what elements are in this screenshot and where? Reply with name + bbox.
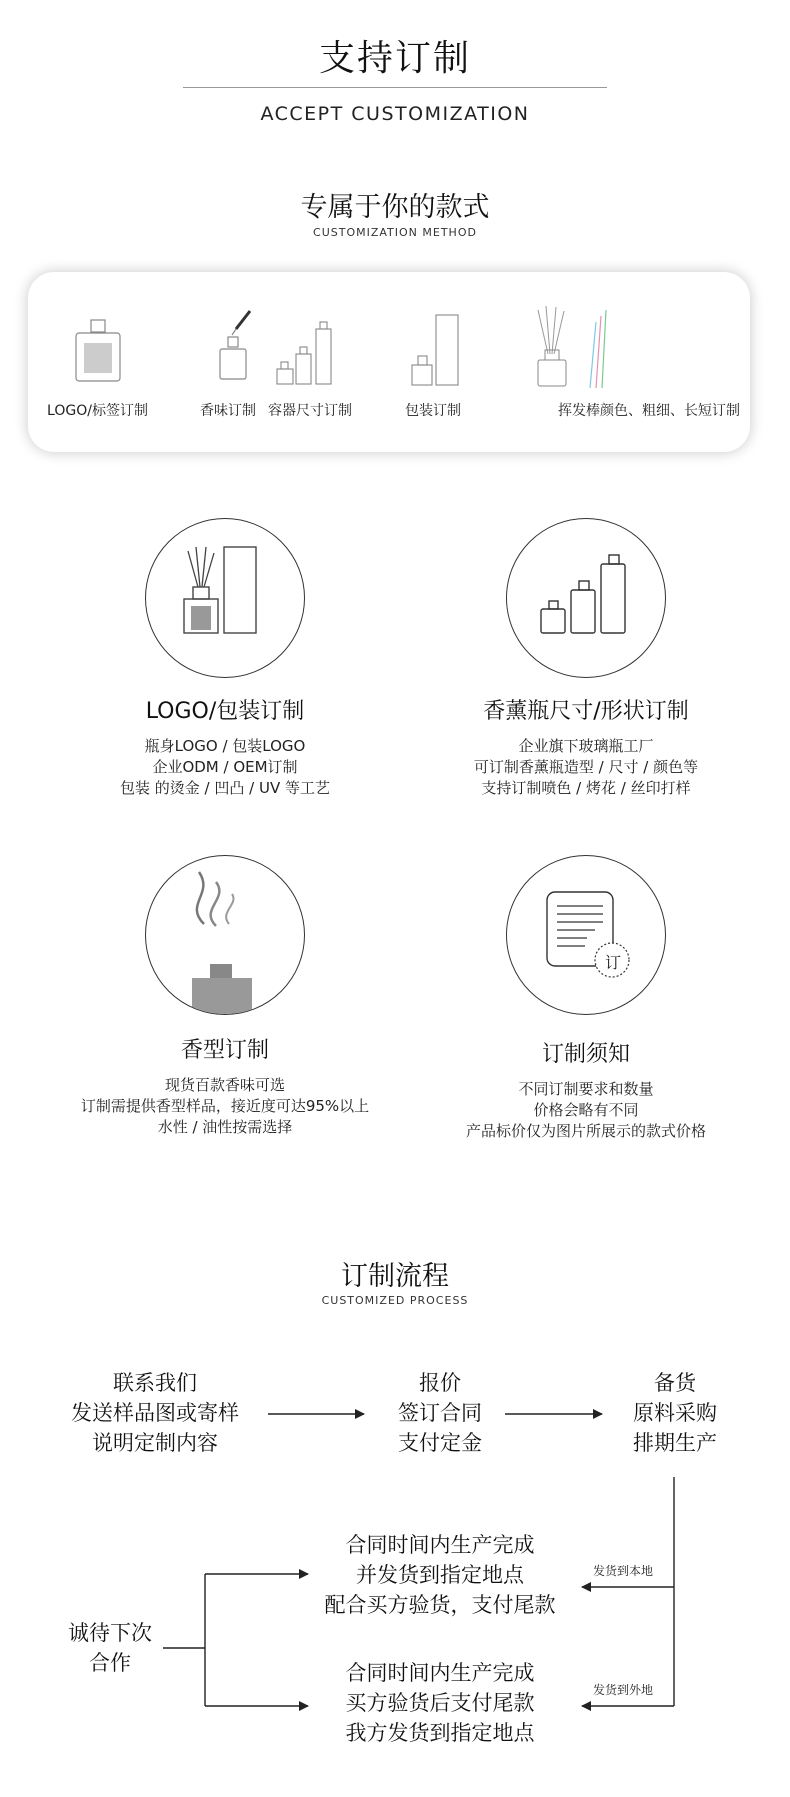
feature-desc-line: 企业ODM / OEM订制 [152,758,298,776]
feature-title: 香型订制 [180,1038,269,1063]
feature-desc-line: 产品标价仅为图片所展示的款式价格 [465,1122,706,1140]
feature-desc-line: 可订制香薰瓶造型 / 尺寸 / 颜色等 [473,758,699,776]
process-line: 签订合同 [398,1401,482,1425]
process-line: 说明定制内容 [92,1431,218,1455]
dropper-bottle-icon [208,307,268,387]
feature-desc-line: 订制需提供香型样品，接近度可达95%以上 [80,1097,370,1115]
process-line: 买方验货后支付尾款 [345,1691,535,1715]
scent-smoke-icon [145,855,304,1014]
process-line: 发送样品图或寄样 [71,1401,239,1425]
method-item-label: 包装订制 [405,403,461,419]
process-line: 支付定金 [398,1431,482,1455]
process-line: 合同时间内生产完成 [345,1533,535,1557]
feature-title: 订制须知 [541,1042,630,1067]
stamp-char: 订 [604,953,621,972]
feature-icon-circle [506,518,666,678]
diffuser-box-icon [144,517,304,677]
feature-desc-line: 不同订制要求和数量 [518,1080,654,1098]
feature-icon-circle [506,855,666,1015]
process-line: 配合买方验货，支付尾款 [324,1593,556,1617]
process-line: 联系我们 [113,1371,197,1395]
feature-desc-line: 支持订制喷色 / 烤花 / 丝印打样 [481,779,691,797]
document-stamp-icon [505,854,665,1014]
process-title: 订制流程 [341,1261,449,1292]
method-item-label: 挥发棒颜色、粗细、长短订制 [558,403,740,419]
process-line: 合同时间内生产完成 [345,1661,535,1685]
feature-title: 香薰瓶尺寸/形状订制 [483,699,689,724]
feature-desc-line: 瓶身LOGO / 包装LOGO [144,737,306,755]
process-line: 报价 [419,1371,461,1395]
customization-method-card [28,272,750,452]
process-line: 合作 [89,1651,131,1675]
process-line: 我方发货到指定地点 [345,1721,535,1745]
feature-icon-circle [145,855,305,1015]
process-line: 排期生产 [633,1431,717,1455]
page-title: 支持订制 [318,38,471,79]
feature-desc-line: 价格会略有不同 [533,1101,639,1119]
page-subtitle: ACCEPT CUSTOMIZATION [260,103,530,125]
bottle-sizes-icon [505,517,665,677]
process-step-quote [380,1368,500,1458]
method-item-label: 容器尺寸订制 [268,403,352,419]
bottle-label-icon [68,317,128,387]
process-remote-delivery [305,1658,575,1748]
feature-desc-line: 企业旗下玻璃瓶工厂 [518,737,654,755]
feature-desc-line: 水性 / 油性按需选择 [157,1118,293,1136]
package-box-icon [406,310,466,390]
process-line: 诚待下次 [68,1621,152,1645]
method-item-label: 香味订制 [200,403,256,419]
reed-sticks-icon [520,302,620,392]
method-subtitle: CUSTOMIZATION METHOD [313,226,477,239]
process-local-delivery [305,1530,575,1620]
feature-desc-line: 包装 的烫金 / 凹凸 / UV 等工艺 [120,779,330,797]
remote-shipping-label: 发货到外地 [593,1683,654,1697]
bottle-sizes-icon [273,310,338,390]
process-line: 原料采购 [633,1401,717,1425]
process-line: 并发货到指定地点 [356,1563,524,1587]
method-item-label: LOGO/标签订制 [47,403,148,419]
feature-desc-line: 现货百款香味可选 [164,1076,285,1094]
feature-icon-circle [145,518,305,678]
process-line: 备货 [654,1371,696,1395]
method-title: 专属于你的款式 [300,192,490,223]
title-divider [183,87,607,88]
process-step-contact [50,1368,260,1458]
feature-title: LOGO/包装订制 [145,699,305,724]
process-final-cooperation [55,1618,165,1678]
process-subtitle: CUSTOMIZED PROCESS [321,1294,469,1307]
local-shipping-label: 发货到本地 [593,1564,654,1578]
process-step-prepare [615,1368,735,1458]
